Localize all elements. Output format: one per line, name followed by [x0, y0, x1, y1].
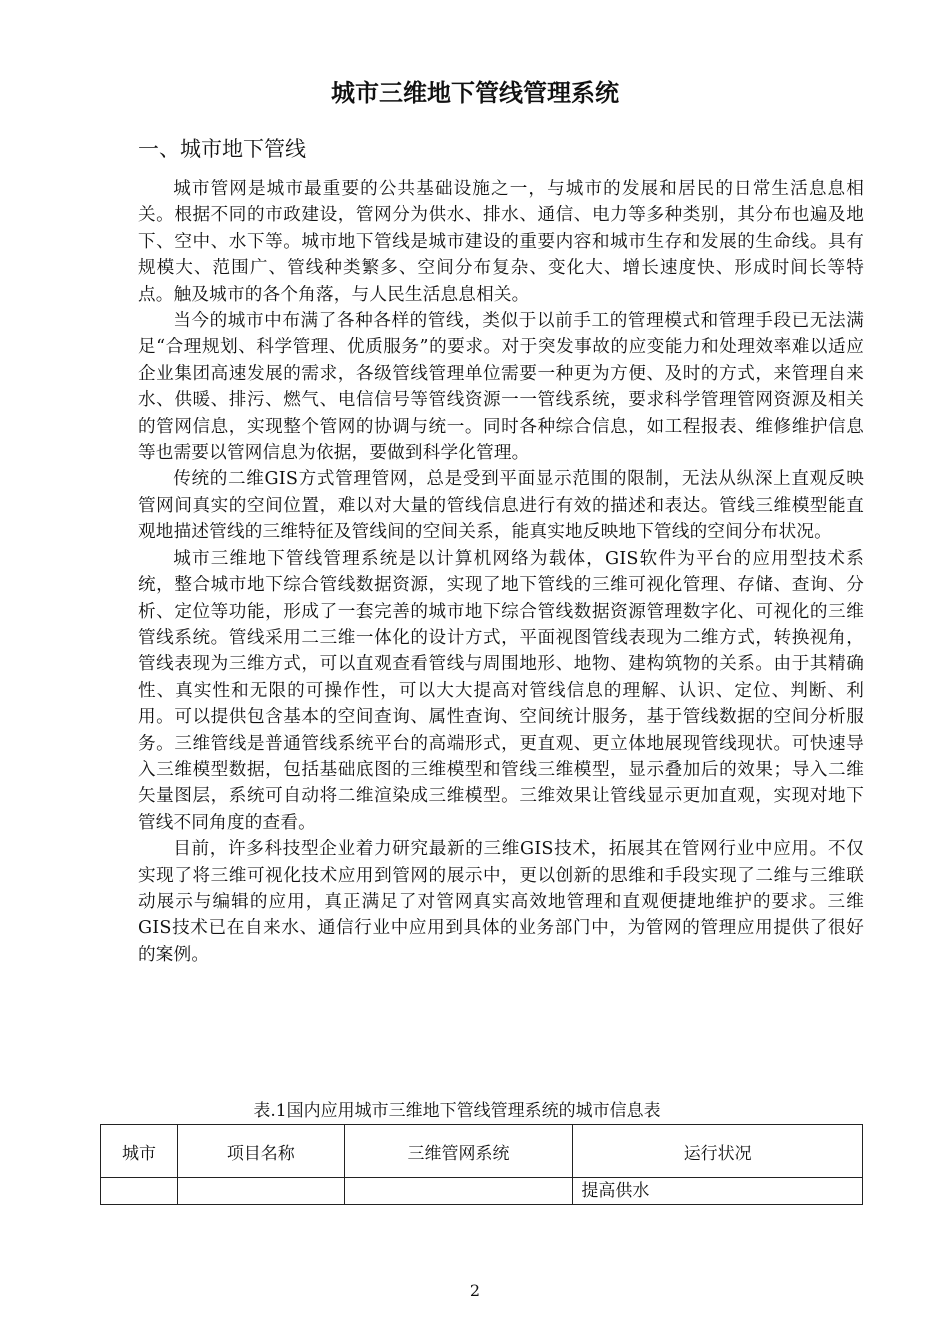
column-header-project-name: 项目名称 — [177, 1125, 344, 1178]
page-number: 2 — [469, 1281, 481, 1300]
table-cell — [344, 1178, 573, 1205]
city-info-table — [100, 1124, 863, 1205]
table-cell — [101, 1178, 178, 1205]
paragraph: 目前，许多科技型企业着力研究最新的三维GIS技术，拓展其在管网行业中应用。不仅实现了将三维可视化技术应用到管网的展示中，更以创新的思维和手段实现了二维与三维联动展示与编辑的应用，真正满足了对管网真实高效地管理和直观便捷地维护的要求。三维GIS技术已在自来水、通信行业中应用到具体的业务部门中，为管网的管理应用提供了很好的案例。 — [138, 839, 864, 965]
paragraph: 当今的城市中布满了各种各样的管线，类似于以前手工的管理模式和管理手段已无法满足“合理规划、科学管理、优质服务”的要求。对于突发事故的应变能力和处理效率难以适应企业集团高速发展的需求，各级管线管理单位需要一种更为方便、及时的方式，来管理自来水、供暖、排污、燃气、电信信号等管线资源一一管线系统，要求科学管理管网资源及相关的管网信息，实现整个管网的协调与统一。同时各种综合信息，如工程报表、维修维护信息等也需要以管网信息为依据，要做到科学化管理。 — [138, 311, 864, 464]
section-heading: 一、城市地下管线 — [138, 137, 306, 161]
column-header-3d-pipe-system: 三维管网系统 — [344, 1125, 573, 1178]
paragraph: 城市管网是城市最重要的公共基础设施之一，与城市的发展和居民的日常生活息息相关。根据不同的市政建设，管网分为供水、排水、通信、电力等多种类别，其分布也遍及地下、空中、水下等。城市地下管线是城市建设的重要内容和城市生存和发展的生命线。具有规模大、范围广、管线种类繁多、空间分布复杂、变化大、增长速度快、形成时间长等特点。触及城市的各个角落，与人民生活息息相关。 — [138, 179, 864, 305]
table-caption: 表.1国内应用城市三维地下管线管理系统的城市信息表 — [253, 1101, 661, 1121]
table-cell: 提高供水 — [573, 1178, 863, 1205]
table-header-row — [101, 1125, 863, 1178]
document-title: 城市三维地下管线管理系统 — [331, 79, 619, 107]
column-header-status: 运行状况 — [573, 1125, 863, 1178]
table-cell — [177, 1178, 344, 1205]
body-text — [138, 176, 864, 968]
paragraph: 传统的二维GIS方式管理管网，总是受到平面显示范围的限制，无法从纵深上直观反映管网间真实的空间位置，难以对大量的管线信息进行有效的描述和表达。管线三维模型能直观地描述管线的三维特征及管线间的空间关系，能真实地反映地下管线的空间分布状况。 — [138, 469, 864, 543]
paragraph: 城市三维地下管线管理系统是以计算机网络为载体，GIS软件为平台的应用型技术系统，整合城市地下综合管线数据资源，实现了地下管线的三维可视化管理、存储、查询、分析、定位等功能，形成了一套完善的城市地下综合管线数据资源管理数字化、可视化的三维管线系统。管线采用二三维一体化的设计方式，平面视图管线表现为二维方式，转换视角，管线表现为三维方式，可以直观查看管线与周围地形、地物、建构筑物的关系。由于其精确性、真实性和无限的可操作性，可以大大提高对管线信息的理解、认识、定位、判断、利用。可以提供包含基本的空间查询、属性查询、空间统计服务，基于管线数据的空间分析服务。三维管线是普通管线系统平台的高端形式，更直观、更立体地展现管线现状。可快速导入三维模型数据，包括基础底图的三维模型和管线三维模型，显示叠加后的效果；导入二维矢量图层，系统可自动将二维渲染成三维模型。三维效果让管线显示更加直观，实现对地下管线不同角度的查看。 — [138, 548, 864, 833]
column-header-city: 城市 — [101, 1125, 178, 1178]
table-row — [101, 1178, 863, 1205]
